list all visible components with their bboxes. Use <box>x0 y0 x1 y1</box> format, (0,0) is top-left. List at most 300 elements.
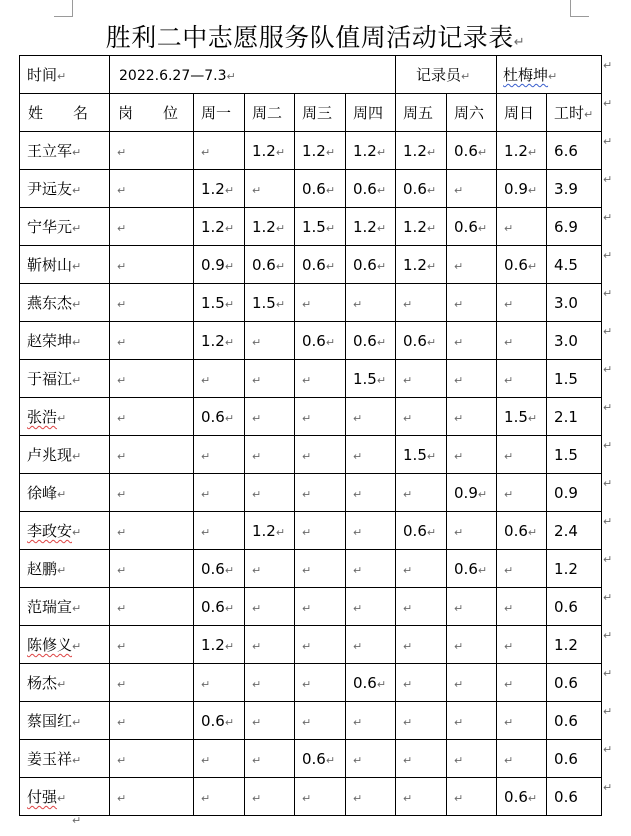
paragraph-mark-icon: ↵ <box>117 639 127 653</box>
paragraph-mark-icon: ↵ <box>603 553 613 566</box>
paragraph-mark-icon: ↵ <box>224 297 235 311</box>
cell-hours[interactable] <box>547 360 602 398</box>
paragraph-mark-icon: ↵ <box>426 335 437 349</box>
cell-wed[interactable] <box>295 474 346 512</box>
cell-post[interactable] <box>110 170 194 208</box>
cell-post[interactable] <box>110 740 194 778</box>
paragraph-mark-icon: ↵ <box>504 639 514 653</box>
cell-thu[interactable] <box>346 360 396 398</box>
cell-tue[interactable] <box>245 512 295 550</box>
paragraph-mark-icon: ↵ <box>403 373 413 387</box>
cell-wed[interactable] <box>295 512 346 550</box>
cell-tue[interactable] <box>245 550 295 588</box>
cell-hours[interactable] <box>547 398 602 436</box>
cell-hours[interactable] <box>547 550 602 588</box>
paragraph-mark-icon: ↵ <box>226 69 236 83</box>
paragraph-mark-icon: ↵ <box>548 70 558 83</box>
cell-tue[interactable] <box>245 322 295 360</box>
recorder-label-cell[interactable] <box>396 56 497 94</box>
cell-mon[interactable] <box>194 588 245 626</box>
cell-fri[interactable] <box>396 474 447 512</box>
cell-thu[interactable] <box>346 550 396 588</box>
page-corner-mark-right <box>570 0 589 17</box>
cell-mon[interactable] <box>194 778 245 816</box>
column-header-label: 工时 <box>554 104 585 122</box>
paragraph-mark-icon: ↵ <box>403 297 413 311</box>
paragraph-mark-icon: ↵ <box>57 70 67 83</box>
paragraph-mark-icon: ↵ <box>376 221 387 235</box>
cell-tue[interactable] <box>245 588 295 626</box>
paragraph-mark-icon: ↵ <box>454 411 464 425</box>
cell-value: 1.5 <box>554 369 578 388</box>
cell-mon[interactable] <box>194 550 245 588</box>
cell-wed[interactable] <box>295 588 346 626</box>
paragraph-mark-icon: ↵ <box>224 639 235 653</box>
cell-tue[interactable] <box>245 702 295 740</box>
date-range-cell[interactable] <box>110 56 396 94</box>
cell-thu[interactable] <box>346 208 396 246</box>
paragraph-mark-icon: ↵ <box>454 259 464 273</box>
table-row <box>20 702 602 740</box>
cell-thu[interactable] <box>346 398 396 436</box>
column-header-5[interactable] <box>346 94 396 132</box>
cell-sat[interactable] <box>447 626 497 664</box>
volunteer-name: 蔡国红 <box>27 712 73 730</box>
cell-sat[interactable] <box>447 550 497 588</box>
column-header-2[interactable] <box>194 94 245 132</box>
cell-sun[interactable] <box>497 132 547 170</box>
paragraph-mark-icon: ↵ <box>353 449 363 463</box>
cell-wed[interactable] <box>295 284 346 322</box>
column-header-8[interactable] <box>497 94 547 132</box>
paragraph-mark-icon: ↵ <box>252 753 262 767</box>
paragraph-mark-icon: ↵ <box>504 335 514 349</box>
cell-name[interactable] <box>20 778 110 816</box>
cell-sat[interactable] <box>447 284 497 322</box>
cell-post[interactable] <box>110 474 194 512</box>
cell-mon[interactable] <box>194 664 245 702</box>
cell-sat[interactable] <box>447 740 497 778</box>
cell-wed[interactable] <box>295 132 346 170</box>
cell-name[interactable] <box>20 626 110 664</box>
paragraph-mark-icon: ↵ <box>302 639 312 653</box>
cell-thu[interactable] <box>346 626 396 664</box>
cell-value: 0.9 <box>504 179 528 198</box>
cell-thu[interactable] <box>346 740 396 778</box>
paragraph-mark-icon: ↵ <box>403 753 413 767</box>
paragraph-mark-icon: ↵ <box>603 249 613 262</box>
cell-wed[interactable] <box>295 778 346 816</box>
cell-value: 3.0 <box>554 293 578 312</box>
cell-value: 0.6 <box>201 711 225 730</box>
cell-thu[interactable] <box>346 702 396 740</box>
cell-post[interactable] <box>110 246 194 284</box>
cell-tue[interactable] <box>245 208 295 246</box>
paragraph-mark-icon: ↵ <box>252 677 262 691</box>
cell-hours[interactable] <box>547 132 602 170</box>
paragraph-mark-icon: ↵ <box>403 563 413 577</box>
cell-tue[interactable] <box>245 170 295 208</box>
cell-sun[interactable] <box>497 208 547 246</box>
cell-thu[interactable] <box>346 778 396 816</box>
paragraph-mark-icon: ↵ <box>302 525 312 539</box>
cell-hours[interactable] <box>547 170 602 208</box>
cell-thu[interactable] <box>346 132 396 170</box>
table-row <box>20 664 602 702</box>
cell-value: 1.5 <box>403 445 427 464</box>
cell-name[interactable] <box>20 246 110 284</box>
cell-hours[interactable] <box>547 626 602 664</box>
cell-tue[interactable] <box>245 284 295 322</box>
cell-sun[interactable] <box>497 322 547 360</box>
cell-sat[interactable] <box>447 512 497 550</box>
cell-value: 1.2 <box>403 255 427 274</box>
cell-hours[interactable] <box>547 588 602 626</box>
paragraph-mark-icon: ↵ <box>224 259 235 273</box>
cell-wed[interactable] <box>295 664 346 702</box>
cell-sun[interactable] <box>497 436 547 474</box>
column-header-4[interactable] <box>295 94 346 132</box>
paragraph-mark-icon: ↵ <box>403 677 413 691</box>
cell-value: 0.9 <box>201 255 225 274</box>
cell-sun[interactable] <box>497 398 547 436</box>
cell-hours[interactable] <box>547 512 602 550</box>
cell-mon[interactable] <box>194 132 245 170</box>
cell-sat[interactable] <box>447 436 497 474</box>
cell-fri[interactable] <box>396 360 447 398</box>
paragraph-mark-icon: ↵ <box>224 335 235 349</box>
cell-hours[interactable] <box>547 740 602 778</box>
recorder-name: 杜梅坤 <box>503 66 549 84</box>
paragraph-mark-icon: ↵ <box>325 259 336 273</box>
cell-sun[interactable] <box>497 740 547 778</box>
cell-post[interactable] <box>110 322 194 360</box>
paragraph-mark-icon: ↵ <box>527 411 538 425</box>
document-title[interactable] <box>0 18 631 54</box>
cell-post[interactable] <box>110 626 194 664</box>
cell-wed[interactable] <box>295 170 346 208</box>
cell-value: 6.6 <box>554 141 578 160</box>
cell-tue[interactable] <box>245 360 295 398</box>
table-row <box>20 512 602 550</box>
cell-sun[interactable] <box>497 512 547 550</box>
cell-fri[interactable] <box>396 626 447 664</box>
paragraph-mark-icon: ↵ <box>201 753 211 767</box>
date-range: 2022.6.27—7.3 <box>119 67 227 84</box>
cell-sun[interactable] <box>497 170 547 208</box>
record-table[interactable] <box>19 55 602 816</box>
paragraph-mark-icon: ↵ <box>527 791 538 805</box>
cell-tue[interactable] <box>245 778 295 816</box>
cell-mon[interactable] <box>194 740 245 778</box>
cell-thu[interactable] <box>346 436 396 474</box>
table-row <box>20 778 602 816</box>
cell-mon[interactable] <box>194 284 245 322</box>
cell-post[interactable] <box>110 664 194 702</box>
cell-sat[interactable] <box>447 132 497 170</box>
cell-thu[interactable] <box>346 246 396 284</box>
cell-mon[interactable] <box>194 246 245 284</box>
paragraph-mark-icon: ↵ <box>454 183 464 197</box>
cell-sun[interactable] <box>497 474 547 512</box>
cell-sat[interactable] <box>447 322 497 360</box>
column-header-1[interactable] <box>110 94 194 132</box>
cell-mon[interactable] <box>194 512 245 550</box>
cell-post[interactable] <box>110 588 194 626</box>
cell-wed[interactable] <box>295 398 346 436</box>
table-row <box>20 436 602 474</box>
cell-mon[interactable] <box>194 208 245 246</box>
cell-mon[interactable] <box>194 436 245 474</box>
paragraph-mark-icon: ↵ <box>57 792 67 805</box>
cell-fri[interactable] <box>396 512 447 550</box>
cell-mon[interactable] <box>194 626 245 664</box>
cell-wed[interactable] <box>295 322 346 360</box>
paragraph-mark-icon: ↵ <box>603 439 613 452</box>
cell-sat[interactable] <box>447 208 497 246</box>
cell-thu[interactable] <box>346 664 396 702</box>
cell-wed[interactable] <box>295 626 346 664</box>
column-header-6[interactable] <box>396 94 447 132</box>
cell-fri[interactable] <box>396 702 447 740</box>
cell-name[interactable] <box>20 170 110 208</box>
paragraph-mark-icon: ↵ <box>376 145 387 159</box>
cell-name[interactable] <box>20 664 110 702</box>
paragraph-mark-icon: ↵ <box>353 791 363 805</box>
cell-mon[interactable] <box>194 702 245 740</box>
column-header-label: 姓 名 <box>28 104 89 122</box>
paragraph-mark-icon: ↵ <box>353 525 363 539</box>
paragraph-mark-icon: ↵ <box>527 183 538 197</box>
cell-post[interactable] <box>110 778 194 816</box>
cell-name[interactable] <box>20 436 110 474</box>
cell-mon[interactable] <box>194 398 245 436</box>
cell-name[interactable] <box>20 284 110 322</box>
cell-fri[interactable] <box>396 170 447 208</box>
time-label-cell[interactable] <box>20 56 110 94</box>
column-header-0[interactable] <box>20 94 110 132</box>
cell-mon[interactable] <box>194 170 245 208</box>
cell-tue[interactable] <box>245 664 295 702</box>
cell-sun[interactable] <box>497 626 547 664</box>
cell-sun[interactable] <box>497 702 547 740</box>
paragraph-mark-icon: ↵ <box>426 449 437 463</box>
cell-value: 0.6 <box>454 141 478 160</box>
table-row <box>20 322 602 360</box>
cell-tue[interactable] <box>245 474 295 512</box>
paragraph-mark-icon: ↵ <box>353 297 363 311</box>
cell-tue[interactable] <box>245 740 295 778</box>
cell-thu[interactable] <box>346 322 396 360</box>
volunteer-name: 李政安 <box>27 522 73 540</box>
table-row <box>20 740 602 778</box>
cell-sun[interactable] <box>497 550 547 588</box>
paragraph-mark-icon: ↵ <box>72 336 82 349</box>
cell-sun[interactable] <box>497 246 547 284</box>
cell-value: 1.2 <box>504 141 528 160</box>
cell-name[interactable] <box>20 512 110 550</box>
cell-fri[interactable] <box>396 778 447 816</box>
paragraph-mark-icon: ↵ <box>224 715 235 729</box>
cell-hours[interactable] <box>547 702 602 740</box>
cell-tue[interactable] <box>245 436 295 474</box>
cell-wed[interactable] <box>295 740 346 778</box>
table-row <box>20 588 602 626</box>
cell-name[interactable] <box>20 550 110 588</box>
paragraph-mark-icon: ↵ <box>454 601 464 615</box>
cell-name[interactable] <box>20 702 110 740</box>
cell-sun[interactable] <box>497 778 547 816</box>
cell-name[interactable] <box>20 474 110 512</box>
cell-fri[interactable] <box>396 550 447 588</box>
cell-value: 1.5 <box>353 369 377 388</box>
cell-wed[interactable] <box>295 360 346 398</box>
cell-name[interactable] <box>20 588 110 626</box>
cell-sat[interactable] <box>447 398 497 436</box>
volunteer-name: 赵荣坤 <box>27 332 73 350</box>
time-label: 时间 <box>27 66 58 84</box>
cell-value: 1.5 <box>554 445 578 464</box>
cell-sat[interactable] <box>447 588 497 626</box>
column-header-7[interactable] <box>447 94 497 132</box>
table-row <box>20 246 602 284</box>
cell-hours[interactable] <box>547 284 602 322</box>
cell-sun[interactable] <box>497 664 547 702</box>
cell-hours[interactable] <box>547 322 602 360</box>
paragraph-mark-icon: ↵ <box>252 791 262 805</box>
paragraph-mark-icon: ↵ <box>527 525 538 539</box>
cell-fri[interactable] <box>396 588 447 626</box>
cell-hours[interactable] <box>547 208 602 246</box>
paragraph-mark-icon: ↵ <box>252 639 262 653</box>
cell-fri[interactable] <box>396 436 447 474</box>
paragraph-mark-icon: ↵ <box>603 211 613 224</box>
paragraph-mark-icon: ↵ <box>224 563 235 577</box>
cell-fri[interactable] <box>396 398 447 436</box>
cell-hours[interactable] <box>547 664 602 702</box>
paragraph-mark-icon: ↵ <box>353 753 363 767</box>
cell-thu[interactable] <box>346 474 396 512</box>
cell-post[interactable] <box>110 284 194 322</box>
cell-hours[interactable] <box>547 246 602 284</box>
cell-fri[interactable] <box>396 284 447 322</box>
cell-sat[interactable] <box>447 474 497 512</box>
cell-tue[interactable] <box>245 626 295 664</box>
cell-value: 2.1 <box>554 407 578 426</box>
cell-thu[interactable] <box>346 512 396 550</box>
paragraph-mark-icon: ↵ <box>117 259 127 273</box>
cell-fri[interactable] <box>396 132 447 170</box>
cell-wed[interactable] <box>295 208 346 246</box>
paragraph-mark-icon: ↵ <box>376 183 387 197</box>
paragraph-mark-icon: ↵ <box>275 525 286 539</box>
cell-thu[interactable] <box>346 284 396 322</box>
cell-tue[interactable] <box>245 246 295 284</box>
cell-fri[interactable] <box>396 208 447 246</box>
paragraph-mark-icon: ↵ <box>353 715 363 729</box>
column-header-3[interactable] <box>245 94 295 132</box>
cell-wed[interactable] <box>295 436 346 474</box>
cell-name[interactable] <box>20 322 110 360</box>
cell-post[interactable] <box>110 702 194 740</box>
paragraph-mark-icon: ↵ <box>72 602 82 615</box>
cell-post[interactable] <box>110 208 194 246</box>
cell-name[interactable] <box>20 132 110 170</box>
cell-tue[interactable] <box>245 132 295 170</box>
cell-post[interactable] <box>110 436 194 474</box>
cell-thu[interactable] <box>346 170 396 208</box>
paragraph-mark-icon: ↵ <box>454 449 464 463</box>
paragraph-mark-icon: ↵ <box>454 791 464 805</box>
cell-hours[interactable] <box>547 436 602 474</box>
cell-hours[interactable] <box>547 474 602 512</box>
paragraph-mark-icon: ↵ <box>117 449 127 463</box>
paragraph-mark-icon: ↵ <box>454 715 464 729</box>
cell-fri[interactable] <box>396 740 447 778</box>
volunteer-name: 卢兆现 <box>27 446 73 464</box>
cell-sun[interactable] <box>497 284 547 322</box>
paragraph-mark-icon: ↵ <box>513 35 526 50</box>
paragraph-mark-icon: ↵ <box>117 183 127 197</box>
cell-name[interactable] <box>20 360 110 398</box>
cell-sun[interactable] <box>497 588 547 626</box>
volunteer-name: 于福江 <box>27 370 73 388</box>
cell-value: 0.6 <box>504 255 528 274</box>
cell-value: 1.5 <box>504 407 528 426</box>
paragraph-mark-icon: ↵ <box>302 487 312 501</box>
cell-sat[interactable] <box>447 664 497 702</box>
cell-wed[interactable] <box>295 702 346 740</box>
cell-fri[interactable] <box>396 664 447 702</box>
cell-tue[interactable] <box>245 398 295 436</box>
cell-post[interactable] <box>110 398 194 436</box>
cell-sat[interactable] <box>447 360 497 398</box>
cell-mon[interactable] <box>194 360 245 398</box>
cell-sat[interactable] <box>447 778 497 816</box>
cell-name[interactable] <box>20 208 110 246</box>
cell-name[interactable] <box>20 398 110 436</box>
cell-post[interactable] <box>110 512 194 550</box>
cell-sun[interactable] <box>497 360 547 398</box>
cell-fri[interactable] <box>396 322 447 360</box>
paragraph-mark-icon: ↵ <box>275 297 286 311</box>
cell-mon[interactable] <box>194 474 245 512</box>
cell-mon[interactable] <box>194 322 245 360</box>
column-header-label: 周五 <box>403 104 434 122</box>
cell-post[interactable] <box>110 360 194 398</box>
paragraph-mark-icon: ↵ <box>353 563 363 577</box>
cell-post[interactable] <box>110 132 194 170</box>
cell-wed[interactable] <box>295 246 346 284</box>
cell-sat[interactable] <box>447 702 497 740</box>
info-row <box>20 56 602 94</box>
recorder-name-cell[interactable] <box>497 56 602 94</box>
cell-wed[interactable] <box>295 550 346 588</box>
cell-value: 0.9 <box>454 483 478 502</box>
cell-post[interactable] <box>110 550 194 588</box>
cell-sat[interactable] <box>447 170 497 208</box>
column-header-9[interactable] <box>547 94 602 132</box>
cell-thu[interactable] <box>346 588 396 626</box>
paragraph-mark-icon: ↵ <box>72 184 82 197</box>
cell-fri[interactable] <box>396 246 447 284</box>
cell-hours[interactable] <box>547 778 602 816</box>
cell-name[interactable] <box>20 740 110 778</box>
paragraph-mark-icon: ↵ <box>426 259 437 273</box>
cell-sat[interactable] <box>447 246 497 284</box>
cell-value: 1.2 <box>403 141 427 160</box>
cell-value: 0.6 <box>302 331 326 350</box>
